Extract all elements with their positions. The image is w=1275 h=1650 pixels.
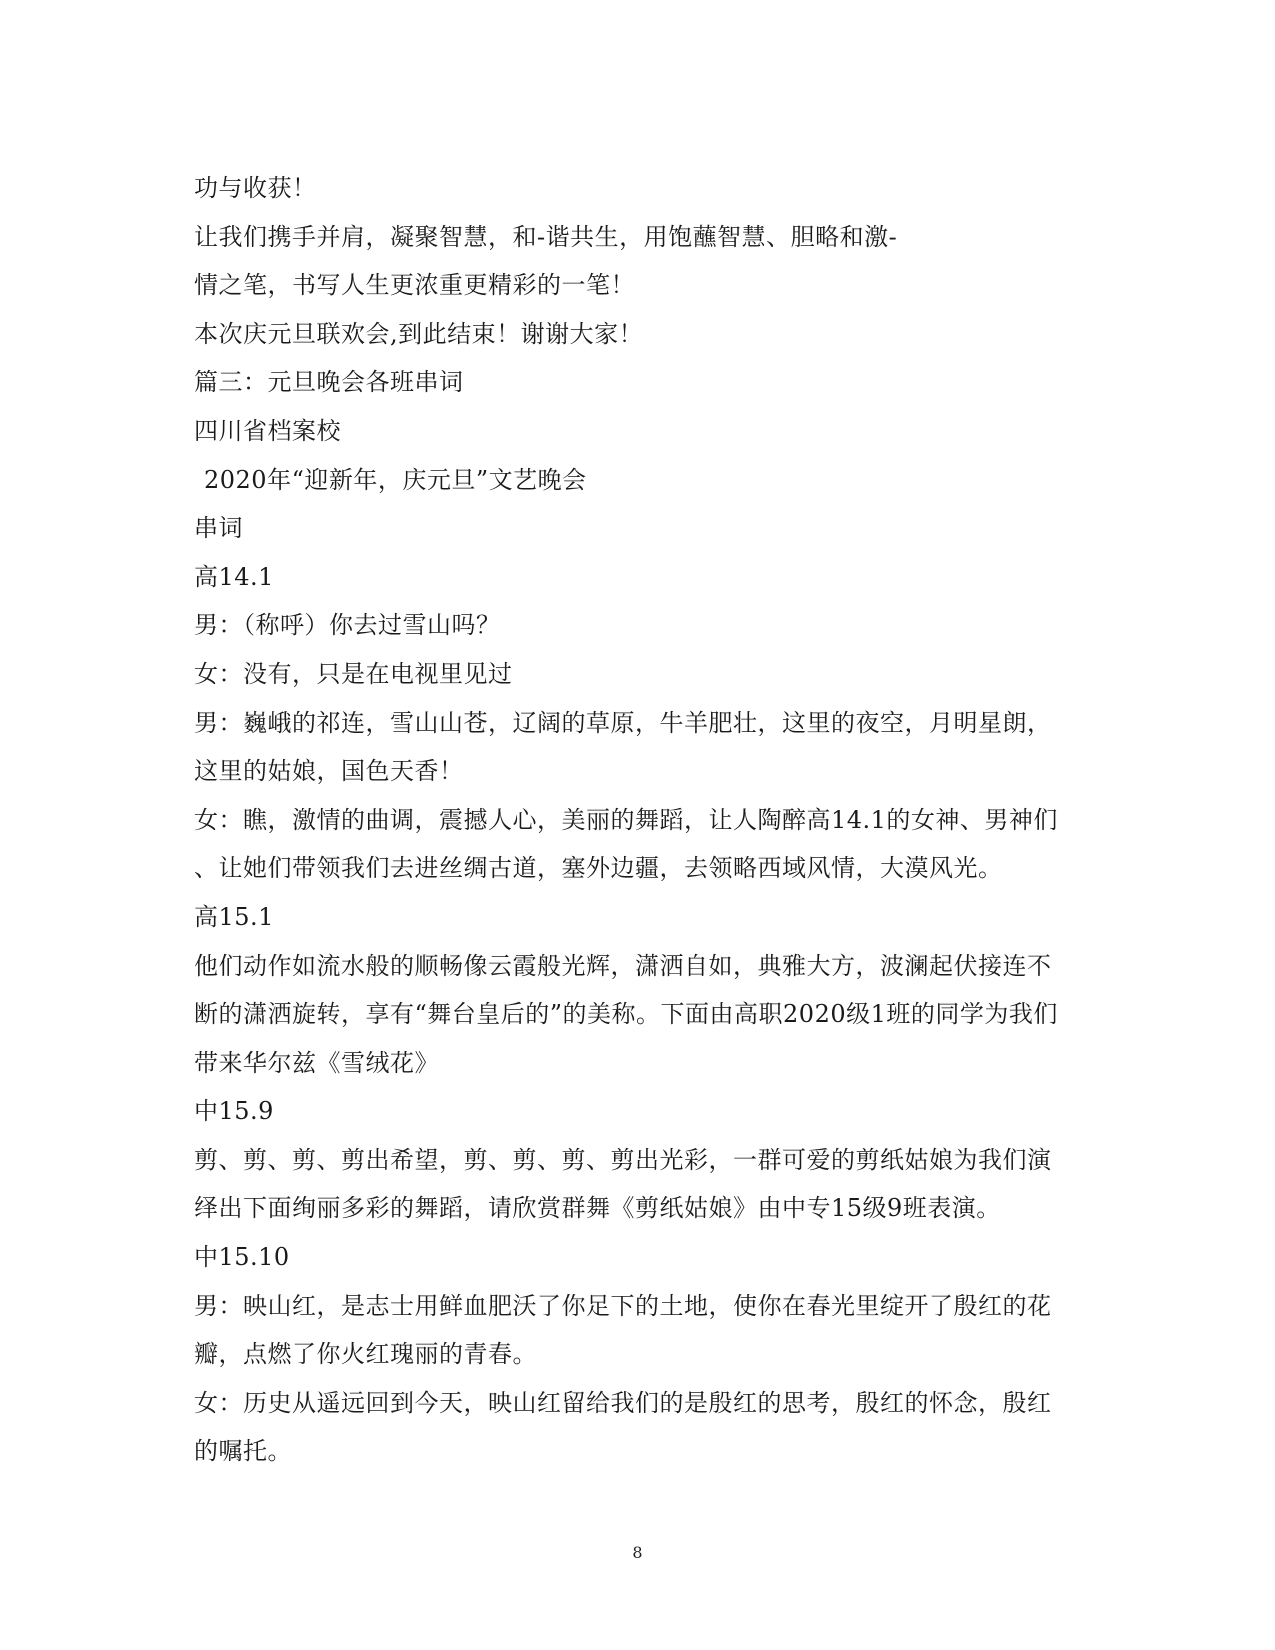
text-line: 让我们携手并肩，凝聚智慧，和-谐共生，用饱蘸智慧、胆略和激-	[194, 222, 898, 251]
text-line: 女：瞧，激情的曲调，震撼人心，美丽的舞蹈，让人陶醉高14.1的女神、男神们	[194, 805, 1058, 834]
text-line: 本次庆元旦联欢会,到此结束！谢谢大家！	[194, 319, 644, 348]
text-line: 、让她们带领我们去进丝绸古道，塞外边疆，去领略西域风情，大漠风光。	[194, 854, 1003, 883]
class-label: 中15.9	[194, 1097, 274, 1126]
event-title: 2020年“迎新年，庆元旦”文艺晚会	[204, 465, 587, 494]
class-label: 高15.1	[194, 902, 274, 931]
text-line: 瓣，点燃了你火红瑰丽的青春。	[194, 1340, 537, 1369]
page-number: 8	[632, 1543, 643, 1562]
text-line: 的嘱托。	[194, 1437, 292, 1466]
text-line: 断的潇洒旋转，享有“舞台皇后的”的美称。下面由高职2020级1班的同学为我们	[194, 1000, 1058, 1029]
text-line: 功与收获！	[194, 174, 317, 202]
document-body	[194, 164, 1094, 1476]
text-line: 男：（称呼）你去过雪山吗？	[194, 611, 501, 640]
text-line: 绎出下面绚丽多彩的舞蹈，请欣赏群舞《剪纸姑娘》由中专15级9班表演。	[194, 1194, 1001, 1223]
text-line: 剪、剪、剪、剪出希望，剪、剪、剪、剪出光彩，一群可爱的剪纸姑娘为我们演	[194, 1145, 1052, 1174]
subtitle: 串词	[194, 514, 243, 543]
text-line: 男：映山红，是志士用鲜血肥沃了你足下的土地，使你在春光里绽开了殷红的花	[194, 1291, 1052, 1320]
text-line: 情之笔，书写人生更浓重更精彩的一笔！	[194, 271, 635, 300]
class-label: 中15.10	[194, 1243, 290, 1272]
text-line: 他们动作如流水般的顺畅像云霞般光辉，潇洒自如，典雅大方，波澜起伏接连不	[194, 951, 1052, 980]
text-line: 这里的姑娘，国色天香！	[194, 757, 464, 786]
school-name: 四川省档案校	[194, 416, 341, 445]
section-heading: 篇三：元旦晚会各班串词	[194, 368, 464, 397]
class-label: 高14.1	[194, 562, 274, 591]
text-line: 女：历史从遥远回到今天，映山红留给我们的是殷红的思考，殷红的怀念，殷红	[194, 1388, 1052, 1417]
text-line: 女：没有，只是在电视里见过	[194, 659, 513, 688]
text-line: 男：巍峨的祁连，雪山山苍，辽阔的草原，牛羊肥壮，这里的夜空，月明星朗，	[194, 708, 1052, 737]
text-line: 带来华尔兹《雪绒花》	[194, 1048, 439, 1077]
